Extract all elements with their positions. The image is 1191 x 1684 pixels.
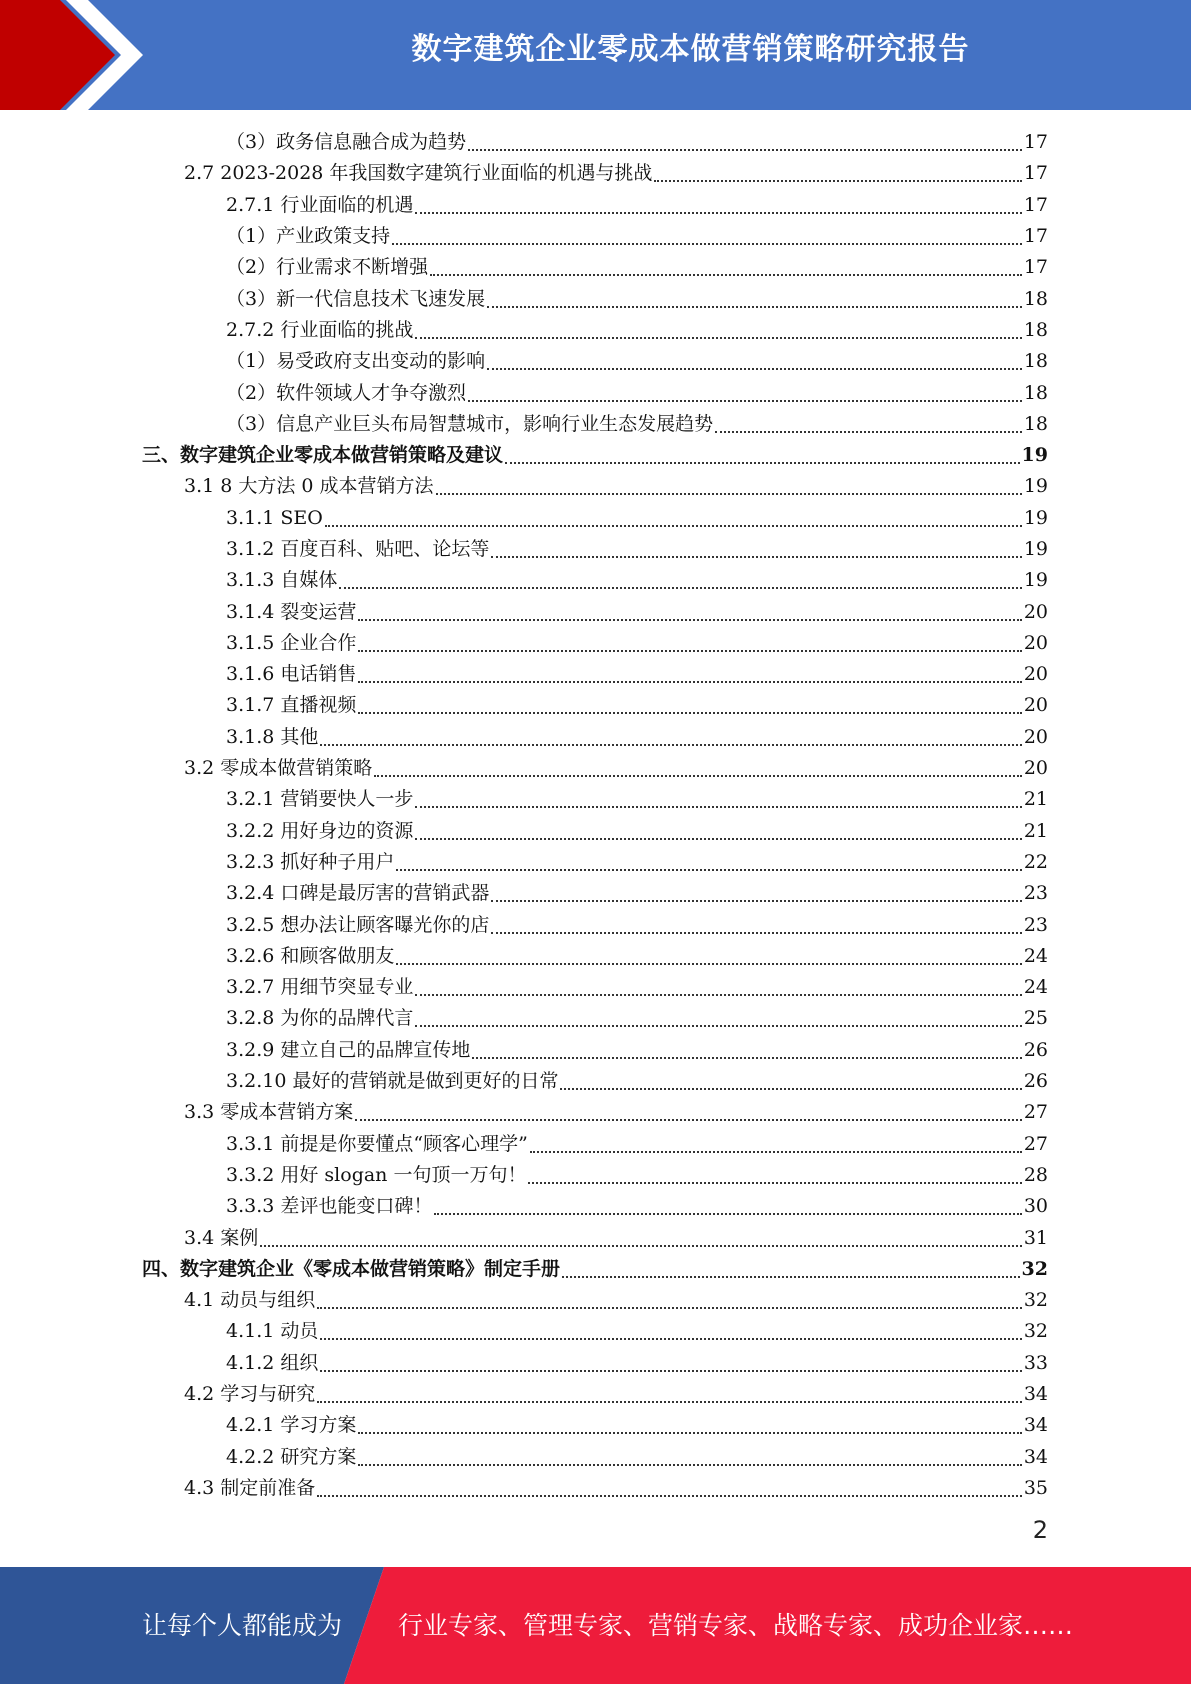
toc-entry-title: 3.2.4 口碑是最厉害的营销武器 <box>226 882 490 905</box>
toc-dot-leader <box>528 1181 1021 1184</box>
toc-dot-leader <box>491 555 1021 558</box>
toc-dot-leader <box>317 1306 1022 1309</box>
toc-entry-page: 27 <box>1023 1101 1048 1124</box>
toc-dot-leader <box>560 1087 1021 1090</box>
toc-dot-leader <box>468 399 1022 402</box>
toc-entry[interactable] <box>0 1379 1048 1410</box>
toc-entry[interactable] <box>0 1191 1048 1222</box>
toc-entry-page: 19 <box>1023 506 1048 529</box>
toc-entry-page: 32 <box>1023 1320 1048 1343</box>
toc-entry-page: 24 <box>1023 944 1048 967</box>
toc-entry-page: 17 <box>1023 193 1048 216</box>
toc-entry-title: 3.2.6 和顾客做朋友 <box>226 944 395 967</box>
toc-entry-page: 20 <box>1023 694 1048 717</box>
toc-entry-page: 20 <box>1023 663 1048 686</box>
red-chevron-arrow-icon <box>0 0 160 110</box>
toc-entry[interactable] <box>0 440 1048 471</box>
toc-entry-page: 17 <box>1023 256 1048 279</box>
toc-entry[interactable] <box>0 1410 1048 1441</box>
toc-entry-title: （2）软件领域人才争夺激烈 <box>226 381 467 404</box>
toc-entry-page: 17 <box>1023 162 1048 185</box>
toc-dot-leader <box>415 1024 1021 1027</box>
toc-dot-leader <box>562 1275 1020 1278</box>
toc-entry-page: 35 <box>1023 1476 1048 1499</box>
toc-entry-title: 2.7 2023-2028 年我国数字建筑行业面临的机遇与挑战 <box>184 162 653 185</box>
toc-entry-page: 25 <box>1023 1007 1048 1030</box>
toc-entry-page: 18 <box>1023 318 1048 341</box>
toc-entry-title: 4.2.1 学习方案 <box>226 1414 357 1437</box>
toc-entry[interactable] <box>0 1097 1048 1128</box>
page-number: 2 <box>1032 1516 1048 1544</box>
toc-dot-leader <box>358 649 1021 652</box>
toc-entry[interactable] <box>0 503 1048 534</box>
toc-entry-page: 22 <box>1023 850 1048 873</box>
toc-dot-leader <box>392 242 1022 245</box>
toc-entry-title: 3.2.3 抓好种子用户 <box>226 850 395 873</box>
toc-entry[interactable] <box>0 1473 1048 1504</box>
toc-entry-page: 26 <box>1023 1070 1048 1093</box>
toc-dot-leader <box>487 305 1022 308</box>
toc-entry-page: 19 <box>1023 569 1048 592</box>
toc-entry[interactable] <box>0 190 1048 221</box>
toc-dot-leader <box>430 273 1022 276</box>
toc-entry-title: （2）行业需求不断增强 <box>226 256 429 279</box>
toc-entry[interactable] <box>0 315 1048 346</box>
toc-entry-title: 4.2.2 研究方案 <box>226 1445 357 1468</box>
toc-entry-title: 3.2.5 想办法让顾客曝光你的店 <box>226 913 490 936</box>
toc-entry-title: 4.1.2 组织 <box>226 1351 319 1374</box>
toc-entry-title: 3.3 零成本营销方案 <box>184 1101 354 1124</box>
toc-entry-title: 3.1.3 自媒体 <box>226 569 338 592</box>
toc-entry[interactable] <box>0 690 1048 721</box>
toc-dot-leader <box>339 586 1021 589</box>
toc-entry[interactable] <box>0 409 1048 440</box>
toc-dot-leader <box>505 461 1020 464</box>
toc-entry-page: 34 <box>1023 1445 1048 1468</box>
toc-dot-leader <box>396 962 1021 965</box>
toc-entry[interactable] <box>0 722 1048 753</box>
toc-entry[interactable] <box>0 784 1048 815</box>
toc-entry-page: 23 <box>1023 882 1048 905</box>
toc-entry-page: 30 <box>1023 1195 1048 1218</box>
toc-dot-leader <box>358 618 1021 621</box>
toc-dot-leader <box>415 837 1021 840</box>
toc-entry-title: 3.2.2 用好身边的资源 <box>226 819 414 842</box>
toc-entry[interactable] <box>0 1316 1048 1347</box>
toc-entry-page: 20 <box>1023 757 1048 780</box>
toc-entry-title: 4.3 制定前准备 <box>184 1476 316 1499</box>
toc-dot-leader <box>491 899 1021 902</box>
toc-entry-page: 18 <box>1023 381 1048 404</box>
toc-entry[interactable] <box>0 252 1048 283</box>
toc-entry-page: 34 <box>1023 1383 1048 1406</box>
toc-entry-title: （3）政务信息融合成为趋势 <box>226 131 467 154</box>
toc-entry-title: （1）易受政府支出变动的影响 <box>226 350 486 373</box>
toc-entry-page: 21 <box>1023 788 1048 811</box>
toc-dot-leader <box>434 1212 1021 1215</box>
toc-dot-leader <box>317 1494 1022 1497</box>
toc-entry-title: 3.4 案例 <box>184 1226 259 1249</box>
toc-entry-title: （1）产业政策支持 <box>226 225 391 248</box>
toc-dot-leader <box>358 1431 1021 1434</box>
toc-dot-leader <box>325 524 1022 527</box>
footer-slogan-left: 让每个人都能成为 <box>142 1611 343 1640</box>
toc-entry-page: 26 <box>1023 1038 1048 1061</box>
toc-entry-title: 3.2.8 为你的品牌代言 <box>226 1007 414 1030</box>
toc-entry-title: 3.3.2 用好 slogan 一句顶一万句！ <box>226 1163 527 1186</box>
toc-entry[interactable] <box>0 816 1048 847</box>
toc-entry-page: 18 <box>1023 350 1048 373</box>
toc-entry[interactable] <box>0 1441 1048 1472</box>
toc-entry-page: 31 <box>1023 1226 1048 1249</box>
toc-entry[interactable] <box>0 628 1048 659</box>
toc-entry[interactable] <box>0 1285 1048 1316</box>
footer-slogan-right: 行业专家、管理专家、营销专家、战略专家、成功企业家…… <box>398 1611 1074 1640</box>
toc-entry-title: 3.1.1 SEO <box>226 506 323 529</box>
toc-entry-title: 3.1.5 企业合作 <box>226 631 357 654</box>
toc-entry-page: 28 <box>1023 1163 1048 1186</box>
toc-dot-leader <box>487 367 1022 370</box>
toc-entry-page: 17 <box>1023 225 1048 248</box>
toc-entry-title: 3.1.6 电话销售 <box>226 663 357 686</box>
toc-entry-title: 4.1.1 动员 <box>226 1320 319 1343</box>
toc-entry-page: 18 <box>1023 412 1048 435</box>
toc-entry-title: 3.1.8 其他 <box>226 725 319 748</box>
toc-dot-leader <box>472 1056 1021 1059</box>
toc-dot-leader <box>317 1400 1022 1403</box>
toc-entry-page: 23 <box>1023 913 1048 936</box>
toc-entry[interactable] <box>0 471 1048 502</box>
toc-entry[interactable] <box>0 659 1048 690</box>
toc-entry-title: （3）信息产业巨头布局智慧城市，影响行业生态发展趋势 <box>226 412 714 435</box>
toc-entry-title: 2.7.1 行业面临的机遇 <box>226 193 414 216</box>
toc-entry[interactable] <box>0 596 1048 627</box>
toc-dot-leader <box>491 931 1021 934</box>
toc-entry[interactable] <box>0 941 1048 972</box>
toc-entry[interactable] <box>0 972 1048 1003</box>
toc-dot-leader <box>374 774 1022 777</box>
toc-entry[interactable] <box>0 1003 1048 1034</box>
toc-entry-title: 3.2 零成本做营销策略 <box>184 757 373 780</box>
toc-entry-page: 21 <box>1023 819 1048 842</box>
toc-entry-title: （3）新一代信息技术飞速发展 <box>226 287 486 310</box>
toc-entry-page: 24 <box>1023 976 1048 999</box>
toc-entry-title: 3.1.4 裂变运营 <box>226 600 357 623</box>
toc-dot-leader <box>468 148 1022 151</box>
toc-entry-title: 3.1.7 直播视频 <box>226 694 357 717</box>
toc-entry[interactable] <box>0 753 1048 784</box>
toc-dot-leader <box>415 336 1021 339</box>
toc-entry[interactable] <box>0 1348 1048 1379</box>
toc-entry[interactable] <box>0 127 1048 158</box>
toc-entry-title: 3.2.10 最好的营销就是做到更好的日常 <box>226 1070 559 1093</box>
toc-entry[interactable] <box>0 847 1048 878</box>
document-title: 数字建筑企业零成本做营销策略研究报告 <box>411 32 970 67</box>
footer-band <box>0 1567 1191 1684</box>
toc-dot-leader <box>355 1118 1022 1121</box>
toc-dot-leader <box>415 993 1021 996</box>
toc-entry-title: 3.2.9 建立自己的品牌宣传地 <box>226 1038 471 1061</box>
toc-entry-page: 27 <box>1023 1132 1048 1155</box>
toc-entry[interactable] <box>0 565 1048 596</box>
toc-entry-title: 4.2 学习与研究 <box>184 1383 316 1406</box>
toc-dot-leader <box>320 1369 1021 1372</box>
toc-entry-page: 34 <box>1023 1414 1048 1437</box>
toc-entry[interactable] <box>0 1160 1048 1191</box>
toc-entry-page: 20 <box>1023 725 1048 748</box>
toc-dot-leader <box>415 211 1021 214</box>
toc-entry-title: 3.1.2 百度百科、贴吧、论坛等 <box>226 538 490 560</box>
toc-entry-title: 3.3.3 差评也能变口碑！ <box>226 1195 433 1218</box>
toc-entry[interactable] <box>0 346 1048 377</box>
toc-entry-title: 2.7.2 行业面临的挑战 <box>226 318 414 341</box>
toc-dot-leader <box>358 680 1021 683</box>
toc-entry-title: 3.2.7 用细节突显专业 <box>226 976 414 999</box>
toc-dot-leader <box>415 805 1021 808</box>
toc-entry[interactable] <box>0 1066 1048 1097</box>
toc-dot-leader <box>320 1337 1021 1340</box>
toc-entry-title: 3.3.1 前提是你要懂点“顾客心理学” <box>226 1132 528 1155</box>
toc-entry[interactable] <box>0 1254 1048 1285</box>
toc-entry[interactable] <box>0 377 1048 408</box>
header-band <box>0 0 1191 110</box>
toc-entry[interactable] <box>0 1222 1048 1253</box>
toc-dot-leader <box>320 743 1021 746</box>
toc-entry-page: 17 <box>1023 131 1048 154</box>
toc-entry-title: 三、数字建筑企业零成本做营销策略及建议 <box>142 444 504 467</box>
toc-dot-leader <box>260 1244 1022 1247</box>
toc-entry[interactable] <box>0 878 1048 909</box>
toc-dot-leader <box>396 868 1021 871</box>
toc-entry-page: 18 <box>1023 287 1048 310</box>
toc-entry-page: 32 <box>1021 1257 1048 1280</box>
toc-entry-page: 32 <box>1023 1289 1048 1312</box>
toc-entry[interactable] <box>0 158 1048 189</box>
toc-dot-leader <box>654 179 1021 182</box>
toc-dot-leader <box>436 492 1022 495</box>
toc-entry-page: 20 <box>1023 600 1048 623</box>
toc-entry-title: 3.1 8 大方法 0 成本营销方法 <box>184 475 434 498</box>
toc-entry-page: 19 <box>1023 538 1048 560</box>
toc-entry-title: 4.1 动员与组织 <box>184 1289 316 1312</box>
toc-entry-title: 四、数字建筑企业《零成本做营销策略》制定手册 <box>142 1257 561 1280</box>
toc-entry[interactable] <box>0 283 1048 314</box>
toc-entry-title: 3.2.1 营销要快人一步 <box>226 788 414 811</box>
toc-entry[interactable] <box>0 221 1048 252</box>
toc-dot-leader <box>358 711 1021 714</box>
toc-entry-page: 19 <box>1023 475 1048 498</box>
toc-entry[interactable] <box>0 909 1048 940</box>
toc-entry-page: 33 <box>1023 1351 1048 1374</box>
toc-entry-page: 19 <box>1021 444 1048 467</box>
toc-dot-leader <box>530 1150 1022 1153</box>
toc-dot-leader <box>358 1463 1021 1466</box>
table-of-contents <box>0 127 1191 1504</box>
toc-entry[interactable] <box>0 1035 1048 1066</box>
toc-dot-leader <box>715 430 1022 433</box>
toc-entry[interactable] <box>0 1129 1048 1160</box>
toc-entry[interactable] <box>0 534 1048 565</box>
toc-entry-page: 20 <box>1023 631 1048 654</box>
